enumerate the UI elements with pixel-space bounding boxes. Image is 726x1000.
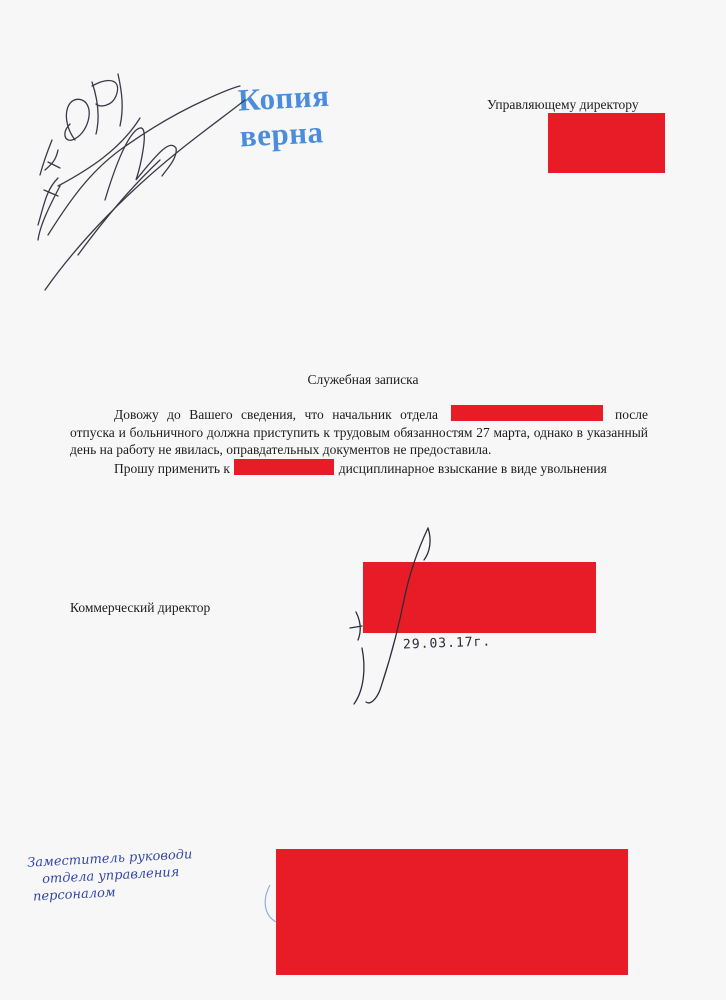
memo-paragraph-2-start: Прошу применить к <box>114 460 230 476</box>
addressee-line: Управляющему директору <box>487 97 639 112</box>
resolution-signature <box>38 74 245 290</box>
memo-title: Служебная записка <box>307 372 419 387</box>
handwritten-note-line-1: Заместитель руководи <box>26 847 193 871</box>
handwritten-note-line-2: отдела управления <box>41 864 180 888</box>
memo-paragraph-1-start: Довожу до Вашего сведения, что начальник отдела <box>114 407 439 422</box>
copy-correct-stamp: Копия верна <box>237 77 331 154</box>
memo-paragraph-2-end: дисциплинарное взыскание в виде увольнения <box>338 460 607 476</box>
signatory-position: Коммерческий директор <box>70 600 211 615</box>
handwritten-date: 29.03.17г. <box>402 634 492 653</box>
seal-arc <box>265 885 276 922</box>
handwritten-note-line-3: персоналом <box>32 885 117 905</box>
director-signature <box>350 528 430 704</box>
memo-paragraph-1-end: после отпуска и больничного должна приступить к трудовым обязанностям 27 марта, однако в указанный день на работу не явилась, оправдательных документов не предоставила. <box>70 407 649 457</box>
